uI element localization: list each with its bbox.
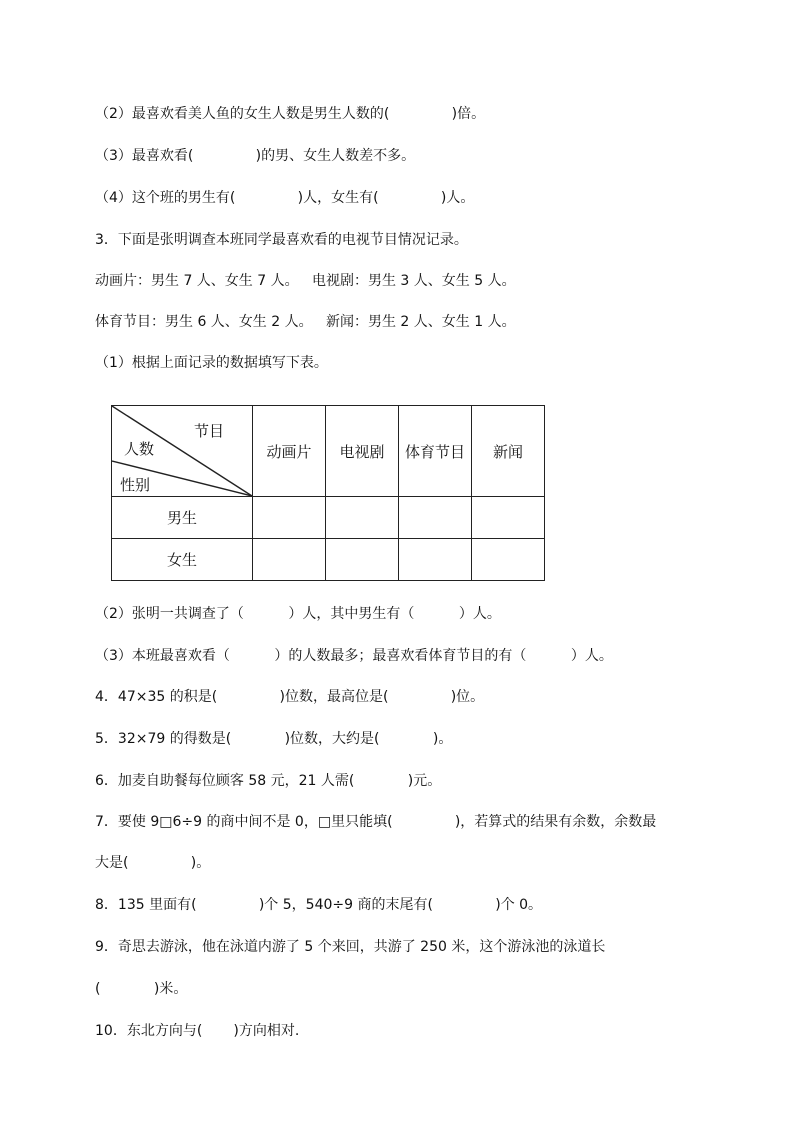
table-cell[interactable] <box>399 497 472 539</box>
table-header-cell: 新闻 <box>472 406 545 497</box>
question-9: 9．奇思去游泳，他在泳道内游了 5 个来回，共游了 250 米，这个游泳池的泳道长 <box>95 939 606 955</box>
table-cell[interactable] <box>399 539 472 581</box>
question-10: 10．东北方向与( )方向相对. <box>95 1023 300 1039</box>
question-7: 7．要使 9□6÷9 的商中间不是 0，□里只能填( )，若算式的结果有余数，余数最 <box>95 814 657 830</box>
record-line-1: 动画片：男生 7 人、女生 7 人。 电视剧：男生 3 人、女生 5 人。 <box>95 273 516 289</box>
question-7-cont: 大是( )。 <box>95 855 211 871</box>
table-header-cell: 体育节目 <box>399 406 472 497</box>
survey-table <box>111 405 545 581</box>
corner-label-count: 人数 <box>124 440 155 458</box>
question-3-2: （2）张明一共调查了（ ）人，其中男生有（ ）人。 <box>95 606 501 622</box>
table-cell[interactable] <box>253 539 326 581</box>
table-header-cell: 电视剧 <box>326 406 399 497</box>
corner-label-program: 节目 <box>194 422 225 440</box>
question-3-title: 3．下面是张明调查本班同学最喜欢看的电视节目情况记录。 <box>95 232 468 248</box>
table-corner-cell <box>112 406 253 497</box>
question-9-cont: ( )米。 <box>95 981 188 997</box>
question-4: 4．47×35 的积是( )位数，最高位是( )位。 <box>95 689 485 705</box>
record-line-2: 体育节目：男生 6 人、女生 2 人。 新闻：男生 2 人、女生 1 人。 <box>95 314 516 330</box>
corner-label-gender: 性别 <box>120 476 151 494</box>
line-2-2: （2）最喜欢看美人鱼的女生人数是男生人数的( )倍。 <box>95 106 486 122</box>
line-2-3: （3）最喜欢看( )的男、女生人数差不多。 <box>95 148 416 164</box>
question-5: 5．32×79 的得数是( )位数，大约是( )。 <box>95 731 453 747</box>
question-3-3: （3）本班最喜欢看（ ）的人数最多；最喜欢看体育节目的有（ ）人。 <box>95 648 613 664</box>
question-3-1: （1）根据上面记录的数据填写下表。 <box>95 355 328 371</box>
line-2-4: （4）这个班的男生有( )人，女生有( )人。 <box>95 190 475 206</box>
table-row-label: 女生 <box>112 539 253 581</box>
table-header-cell: 动画片 <box>253 406 326 497</box>
table-cell[interactable] <box>472 539 545 581</box>
table-cell[interactable] <box>472 497 545 539</box>
table-cell[interactable] <box>253 497 326 539</box>
table-cell[interactable] <box>326 497 399 539</box>
question-8: 8．135 里面有( )个 5，540÷9 商的末尾有( )个 0。 <box>95 897 543 913</box>
table-row-label: 男生 <box>112 497 253 539</box>
question-6: 6．加麦自助餐每位顾客 58 元，21 人需( )元。 <box>95 773 442 789</box>
table-cell[interactable] <box>326 539 399 581</box>
